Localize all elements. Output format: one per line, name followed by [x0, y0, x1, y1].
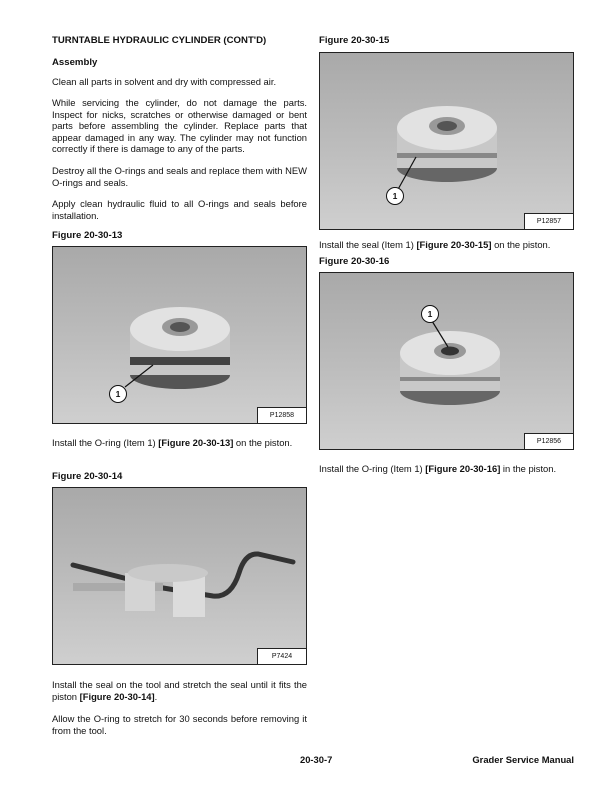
- photo-id: P12858: [257, 407, 306, 423]
- callout-item-1: 1: [386, 187, 404, 205]
- section-heading: TURNTABLE HYDRAULIC CYLINDER (CONT'D): [52, 35, 267, 46]
- figure-caption: Install the O-ring (Item 1) [Figure 20-30-16] in the piston.: [319, 463, 557, 474]
- callout-item-1: 1: [109, 385, 127, 403]
- figure-title: Figure 20-30-15: [319, 35, 390, 46]
- figure-caption: Install the seal on the tool and stretch the seal until it fits the piston [Figure 20-30-14].: [52, 679, 307, 702]
- figure-reference: [Figure 20-30-15]: [416, 239, 492, 250]
- figure-photo-seal-tool: [52, 487, 307, 665]
- paragraph: Clean all parts in solvent and dry with compressed air.: [52, 76, 277, 87]
- paragraph: Allow the O-ring to stretch for 30 seconds before removing it from the tool.: [52, 713, 307, 736]
- figure-photo-piston-inner-oring: [319, 272, 574, 450]
- paragraph: While servicing the cylinder, do not damage the parts. Inspect for nicks, scratches or otherwise damaged or bent parts before assembling the cylinder. Replace parts that appear damaged in any way. The cylinder may not function correctly if there is damage to any of the parts.: [52, 97, 307, 155]
- paragraph: Destroy all the O-rings and seals and replace them with NEW O-rings and seals.: [52, 165, 307, 188]
- figure-reference: [Figure 20-30-14]: [79, 690, 155, 702]
- figure-title: Figure 20-30-14: [52, 471, 123, 482]
- photo-id: P12856: [524, 433, 573, 449]
- paragraph: Apply clean hydraulic fluid to all O-rings and seals before installation.: [52, 198, 307, 221]
- photo-id: P7424: [257, 648, 306, 664]
- figure-reference: [Figure 20-30-13]: [158, 437, 234, 448]
- figure-title: Figure 20-30-16: [319, 256, 390, 267]
- manual-title: Grader Service Manual: [472, 754, 574, 765]
- callout-item-1: 1: [421, 305, 439, 323]
- figure-title: Figure 20-30-13: [52, 230, 123, 241]
- page-number: 20-30-7: [300, 754, 333, 765]
- figure-caption: Install the seal (Item 1) [Figure 20-30-15] on the piston.: [319, 239, 551, 250]
- photo-id: P12857: [524, 213, 573, 229]
- figure-reference: [Figure 20-30-16]: [425, 463, 501, 474]
- figure-photo-piston-oring: [52, 246, 307, 424]
- subheading: Assembly: [52, 57, 98, 68]
- figure-caption: Install the O-ring (Item 1) [Figure 20-30-13] on the piston.: [52, 437, 293, 448]
- figure-photo-piston-seal: [319, 52, 574, 230]
